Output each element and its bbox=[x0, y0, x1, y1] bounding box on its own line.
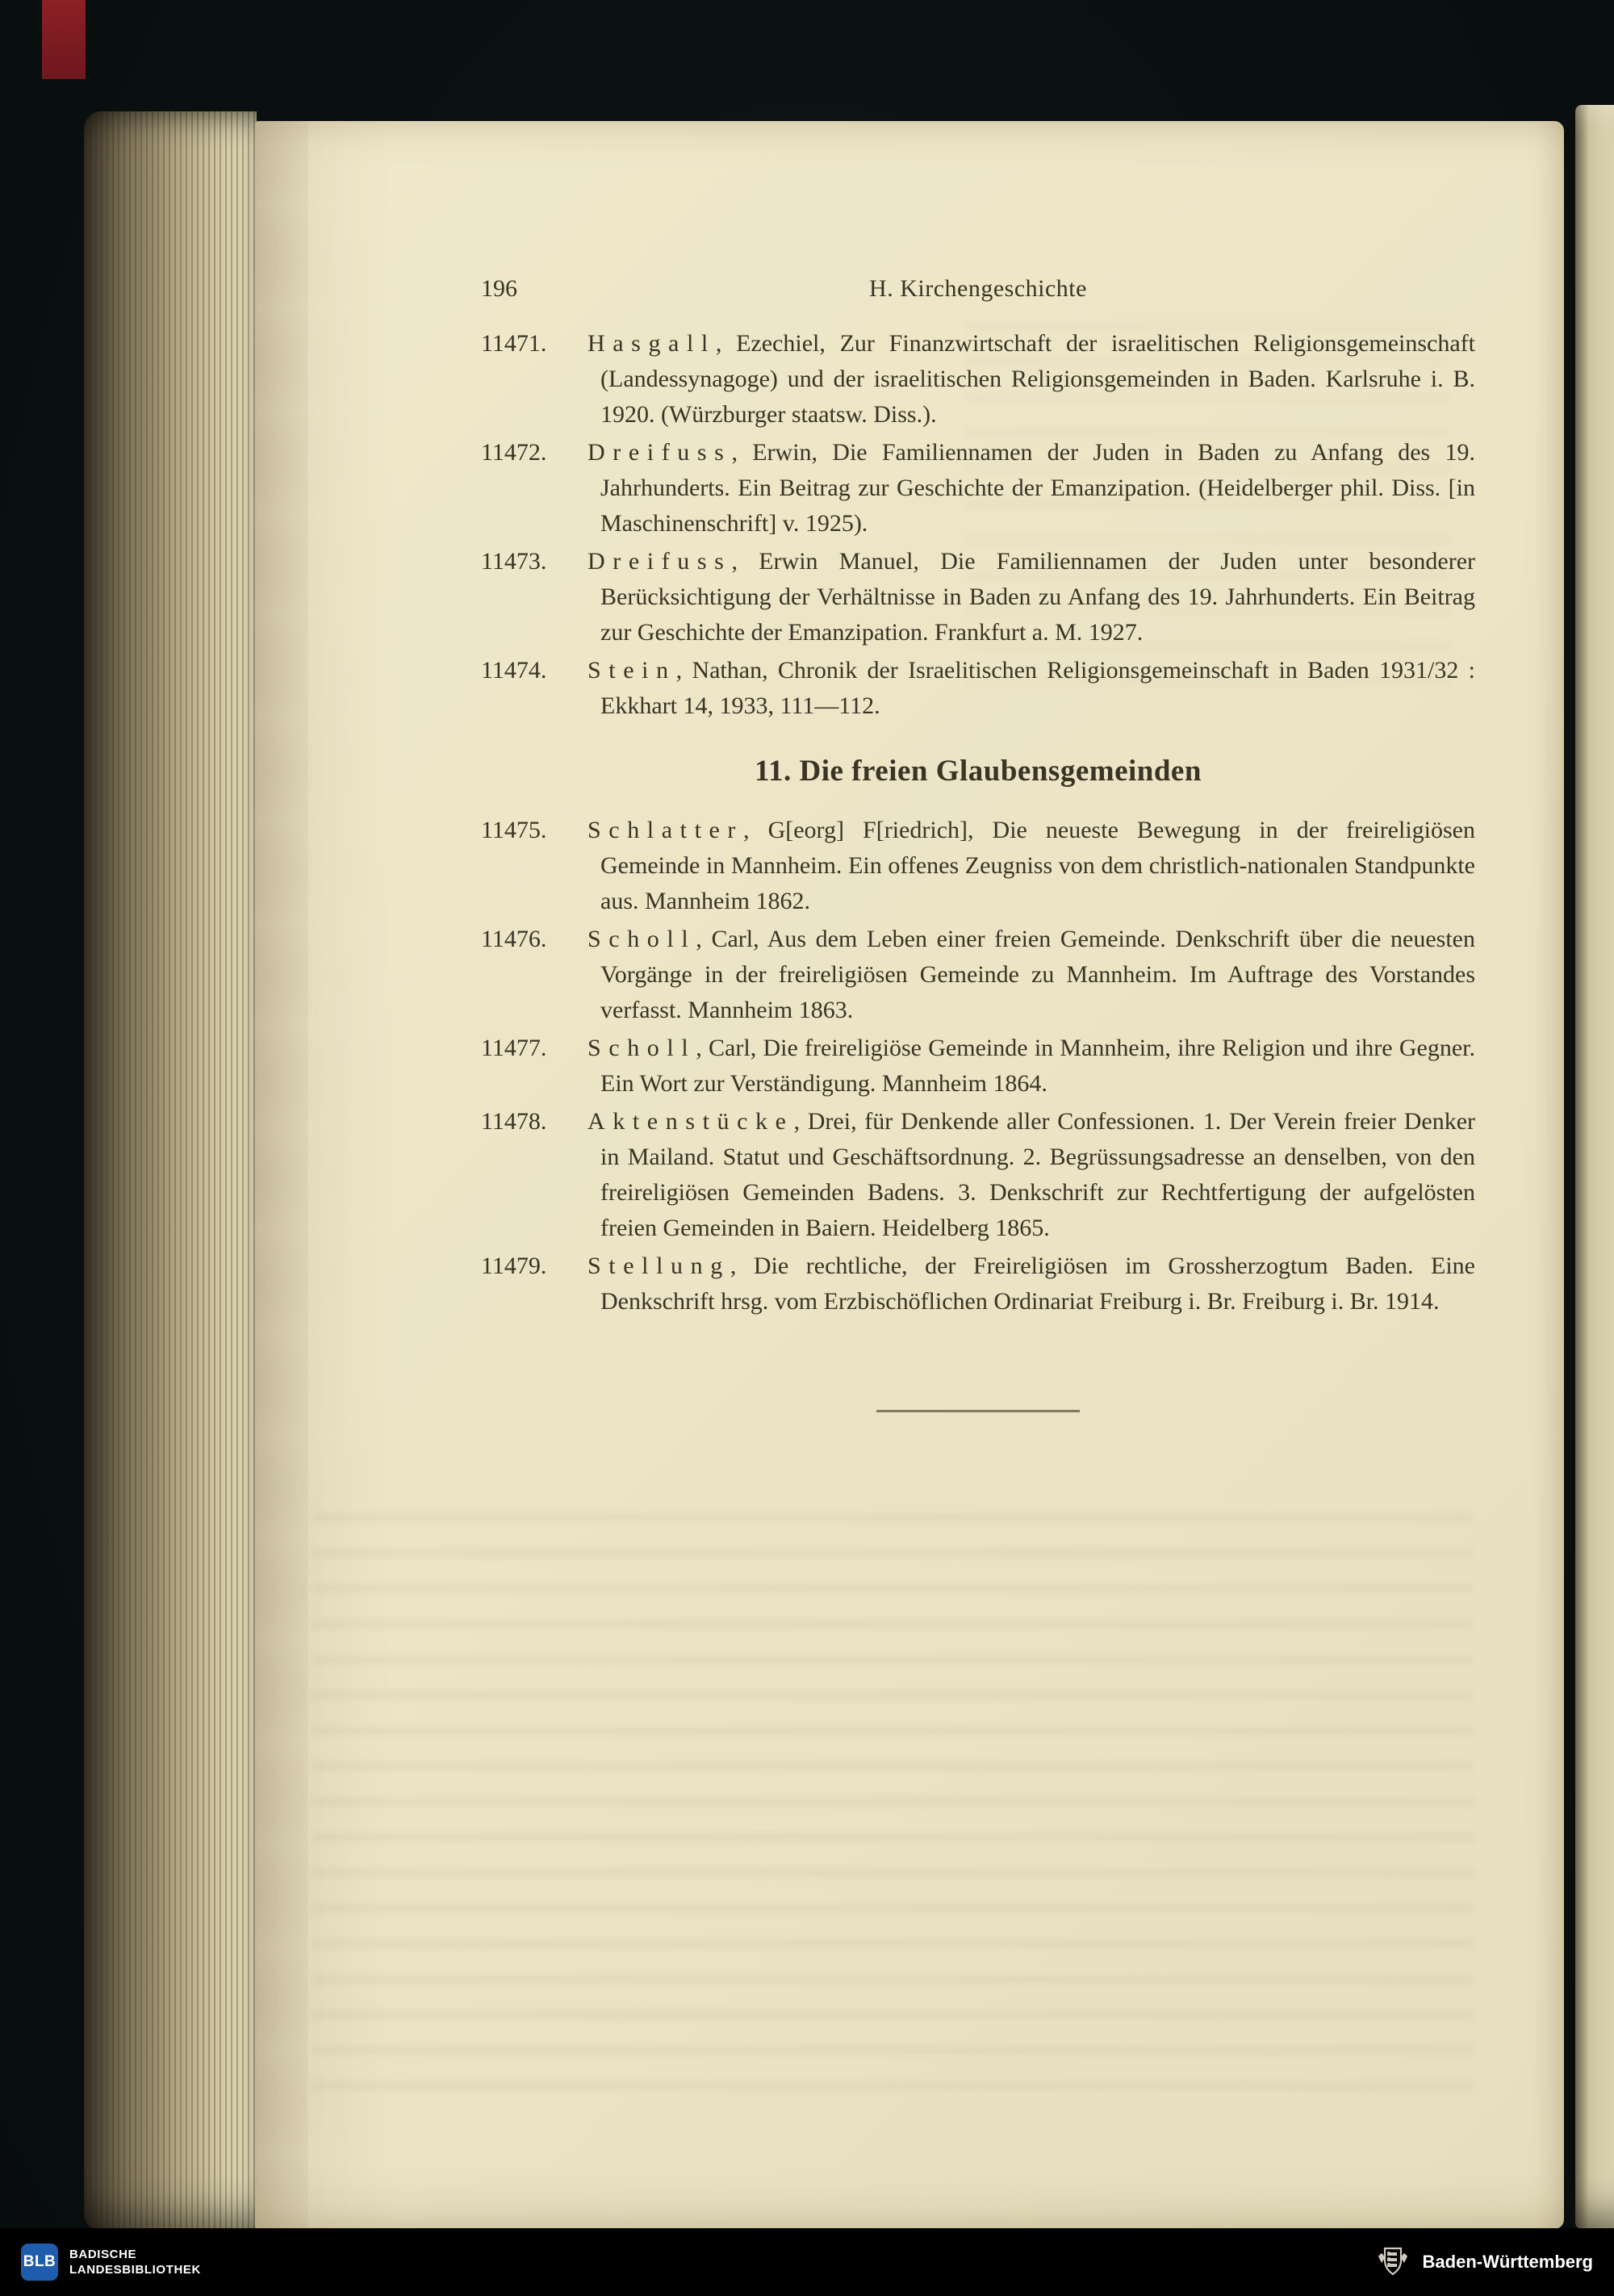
state-name: Baden-Württemberg bbox=[1422, 2252, 1593, 2272]
library-name bbox=[69, 2247, 201, 2277]
bibliography-entry bbox=[481, 653, 1475, 724]
entry-author: Dreifuss bbox=[587, 439, 732, 466]
page-content bbox=[481, 271, 1475, 1412]
blb-logo-icon: BLB bbox=[21, 2244, 58, 2281]
entry-author: Hasgall bbox=[587, 330, 716, 357]
entry-text bbox=[587, 1248, 1475, 1319]
state-logo bbox=[1374, 2245, 1593, 2279]
section-heading: 11. Die freien Glaubensgemeinden bbox=[755, 755, 1202, 788]
entry-number: 11471. bbox=[481, 330, 547, 357]
entry-author: Stellung bbox=[587, 1253, 730, 1279]
entry-body-text: , Die rechtliche, der Freireligiösen im Grossherzogtum Baden. Eine Denkschrift hrsg. vom Erzbischöflichen Ordinariat Freiburg i. Br. Freiburg i. Br. 1914. bbox=[600, 1253, 1475, 1315]
entry-text bbox=[587, 922, 1475, 1028]
entry-text bbox=[587, 435, 1475, 542]
book-cover-red-sliver bbox=[42, 0, 86, 79]
entry-text bbox=[587, 653, 1475, 724]
entry-body-text: , Drei, für Denkende aller Confessionen. 1. Der Verein freier Denker in Mailand. Statut und Geschäftsordnung. 2. Begrüssungsadresse an denselben, von den freireligiösen Gemeinden Badens. 3. Denkschrift zur Rechtfertigung der aufgelösten freien Gemeinden in Baiern. Heidelberg 1865. bbox=[600, 1108, 1475, 1241]
entry-author: Scholl bbox=[587, 926, 696, 952]
bibliography-entry bbox=[481, 813, 1475, 919]
entry-body-text: , Carl, Die freireligiöse Gemeinde in Mannheim, ihre Religion und ihre Gegner. Ein Wort zur Verständigung. Mannheim 1864. bbox=[600, 1035, 1475, 1097]
viewer-footer-bar bbox=[0, 2228, 1614, 2296]
entry-number: 11473. bbox=[481, 548, 547, 575]
library-name-line2: LANDESBIBLIOTHEK bbox=[69, 2263, 201, 2277]
bibliography-entry bbox=[481, 435, 1475, 542]
entry-text bbox=[587, 1104, 1475, 1246]
verso-showthrough bbox=[312, 1509, 1474, 2090]
entry-text bbox=[587, 326, 1475, 433]
entry-body-text: , Erwin Manuel, Die Familiennamen der Juden unter besonderer Berücksichtigung der Verhältnisse in Baden zu Anfang des 19. Jahrhunderts. Ein Beitrag zur Geschichte der Emanzipation. Frankfurt a. M. 1927. bbox=[600, 548, 1475, 646]
entry-author: Scholl bbox=[587, 1035, 696, 1061]
entry-author: Stein bbox=[587, 657, 676, 684]
bibliography-entry bbox=[481, 922, 1475, 1028]
facing-page-edge bbox=[1575, 105, 1614, 2229]
entry-number: 11478. bbox=[481, 1108, 547, 1135]
scanned-book-page bbox=[255, 121, 1564, 2229]
entry-number: 11472. bbox=[481, 439, 547, 466]
entry-author: Schlatter bbox=[587, 817, 744, 843]
page-header bbox=[481, 271, 1475, 307]
entry-author: Dreifuss bbox=[587, 548, 732, 575]
entry-number: 11477. bbox=[481, 1035, 547, 1061]
entry-body-text: , Ezechiel, Zur Finanzwirtschaft der israelitischen Religionsgemeinschaft (Landessynagoge) und der israelitischen Religionsgemeinden in Baden. Karlsruhe i. B. 1920. (Würzburger staatsw. Diss.). bbox=[600, 330, 1475, 428]
coat-of-arms-icon bbox=[1374, 2245, 1411, 2279]
page-stack-edge bbox=[84, 111, 257, 2229]
entry-body-text: , Erwin, Die Familiennamen der Juden in Baden zu Anfang des 19. Jahrhunderts. Ein Beitrag zur Geschichte der Emanzipation. (Heidelberger phil. Diss. [in Maschinenschrift] v. 1925). bbox=[600, 439, 1475, 537]
entry-author: Aktenstücke bbox=[587, 1108, 794, 1135]
bibliography-entry bbox=[481, 1104, 1475, 1246]
entry-body-text: , G[eorg] F[riedrich], Die neueste Bewegung in der freireligiösen Gemeinde in Mannheim. Ein offenes Zeugniss von dem christlich-nationalen Standpunkte aus. Mannheim 1862. bbox=[600, 817, 1475, 914]
library-name-line1: BADISCHE bbox=[69, 2248, 137, 2261]
entry-text bbox=[587, 813, 1475, 919]
running-title: H. Kirchengeschichte bbox=[869, 275, 1087, 302]
entry-body-text: , Carl, Aus dem Leben einer freien Gemeinde. Denkschrift über die neuesten Vorgänge in der freireligiösen Gemeinde zu Mannheim. Im Auftrage des Vorstandes verfasst. Mannheim 1863. bbox=[600, 926, 1475, 1023]
entry-body-text: , Nathan, Chronik der Israelitischen Religionsgemeinschaft in Baden 1931/32 : Ekkhart 14, 1933, 111—112. bbox=[600, 657, 1475, 719]
entry-number: 11479. bbox=[481, 1253, 547, 1279]
bibliography-entry bbox=[481, 544, 1475, 650]
bibliography-entry bbox=[481, 326, 1475, 433]
library-logo bbox=[21, 2244, 201, 2281]
bibliography-entry bbox=[481, 1031, 1475, 1102]
end-divider-rule bbox=[876, 1410, 1080, 1412]
entry-text bbox=[587, 544, 1475, 650]
entry-number: 11475. bbox=[481, 817, 547, 843]
entry-text bbox=[587, 1031, 1475, 1102]
entry-number: 11474. bbox=[481, 657, 547, 684]
bibliography-entry bbox=[481, 1248, 1475, 1319]
page-number: 196 bbox=[481, 275, 517, 302]
entry-number: 11476. bbox=[481, 926, 547, 952]
